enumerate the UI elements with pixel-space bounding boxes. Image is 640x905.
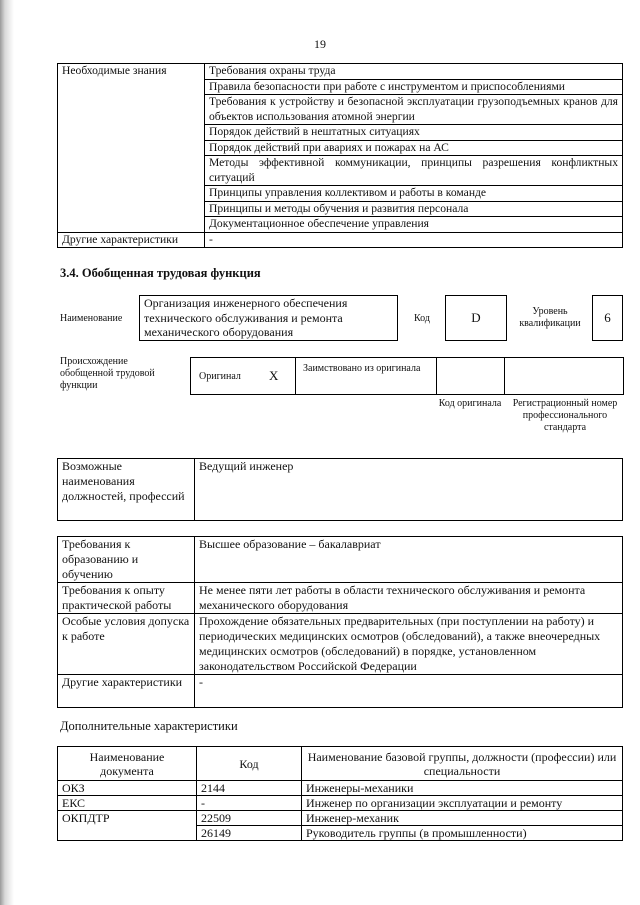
divider bbox=[436, 358, 437, 394]
knowledge-item: Порядок действий при авариях и пожарах на АС bbox=[205, 140, 623, 156]
origin-label: Происхождение обобщенной трудовой функции bbox=[60, 356, 155, 391]
origin-box bbox=[190, 357, 624, 395]
reg-number-label: Регистрационный номер профессионального стандарта bbox=[512, 398, 618, 433]
code-box bbox=[445, 295, 507, 341]
code-value: D bbox=[471, 310, 481, 325]
header-code: Код bbox=[197, 747, 302, 781]
additional-table bbox=[57, 746, 623, 841]
knowledge-item: Требования к устройству и безопасной эксплуатации грузоподъемных кранов для объектов использования атомной энергии bbox=[205, 95, 623, 125]
row-code: - bbox=[197, 796, 302, 811]
original-label: Оригинал bbox=[199, 371, 241, 382]
knowledge-item: Порядок действий в нештатных ситуациях bbox=[205, 125, 623, 141]
requirement-value: Высшее образование – бакалавриат bbox=[195, 537, 623, 583]
row-name: Инженер по организации эксплуатации и ремонту bbox=[302, 796, 623, 811]
knowledge-item: Принципы управления коллективом и работы в команде bbox=[205, 186, 623, 202]
section-title: 3.4. Обобщенная трудовая функция bbox=[60, 266, 261, 280]
code-label: Код bbox=[414, 313, 430, 324]
requirement-label: Требования к опыту практической работы bbox=[58, 583, 195, 614]
page-edge-shadow bbox=[0, 0, 14, 905]
name-label: Наименование bbox=[60, 313, 123, 324]
header-document: Наименование документа bbox=[58, 747, 197, 781]
divider bbox=[295, 358, 296, 394]
requirement-label: Особые условия допуска к работе bbox=[58, 614, 195, 675]
row-name: Инженер-механик bbox=[302, 811, 623, 826]
divider bbox=[504, 358, 505, 394]
row-code: 22509 bbox=[197, 811, 302, 826]
row-code: 26149 bbox=[197, 826, 302, 841]
function-name-box bbox=[139, 295, 398, 341]
additional-title: Дополнительные характеристики bbox=[60, 719, 238, 733]
level-box bbox=[592, 295, 623, 341]
positions-label: Возможные наименования должностей, профессий bbox=[58, 459, 195, 521]
row-name: Руководитель группы (в промышленности) bbox=[302, 826, 623, 841]
knowledge-label: Необходимые знания bbox=[58, 64, 205, 233]
level-label: Уровень квалификации bbox=[519, 306, 581, 329]
page-number: 19 bbox=[314, 37, 326, 51]
code-original-label: Код оригинала bbox=[438, 398, 502, 409]
knowledge-item: Требования охраны труда bbox=[205, 64, 623, 80]
requirement-value: Прохождение обязательных предварительных (при поступлении на работу) и периодических медицинских осмотров (обследований), а также внеочередных медицинских осмотров (обследований) в порядке, установленном законодательством Российской Федерации bbox=[195, 614, 623, 675]
other-characteristics-value: - bbox=[205, 232, 623, 248]
level-value: 6 bbox=[604, 310, 611, 325]
knowledge-table bbox=[57, 63, 623, 248]
positions-value: Ведущий инженер bbox=[195, 459, 623, 521]
other-characteristics-label: Другие характеристики bbox=[58, 232, 205, 248]
positions-table bbox=[57, 458, 623, 521]
header-group-name: Наименование базовой группы, должности (профессии) или специальности bbox=[302, 747, 623, 781]
row-doc: ЕКС bbox=[58, 796, 197, 811]
requirement-label: Требования к образованию и обучению bbox=[58, 537, 195, 583]
knowledge-item: Правила безопасности при работе с инструментом и приспособлениями bbox=[205, 79, 623, 95]
knowledge-item: Принципы и методы обучения и развития персонала bbox=[205, 201, 623, 217]
knowledge-item: Документационное обеспечение управления bbox=[205, 217, 623, 233]
requirements-table bbox=[57, 536, 623, 708]
row-doc: ОКПДТР bbox=[58, 811, 197, 841]
requirement-value: - bbox=[195, 675, 623, 708]
original-mark: X bbox=[269, 368, 279, 383]
borrowed-label: Заимствовано из оригинала bbox=[303, 363, 421, 374]
row-doc: ОКЗ bbox=[58, 781, 197, 796]
knowledge-item: Методы эффективной коммуникации, принципы разрешения конфликтных ситуаций bbox=[205, 156, 623, 186]
function-name-value: Организация инженерного обеспечения технического обслуживания и ремонта механического оборудования bbox=[144, 296, 348, 339]
requirement-value: Не менее пяти лет работы в области технического обслуживания и ремонта механического оборудования bbox=[195, 583, 623, 614]
row-name: Инженеры-механики bbox=[302, 781, 623, 796]
requirement-label: Другие характеристики bbox=[58, 675, 195, 708]
row-code: 2144 bbox=[197, 781, 302, 796]
